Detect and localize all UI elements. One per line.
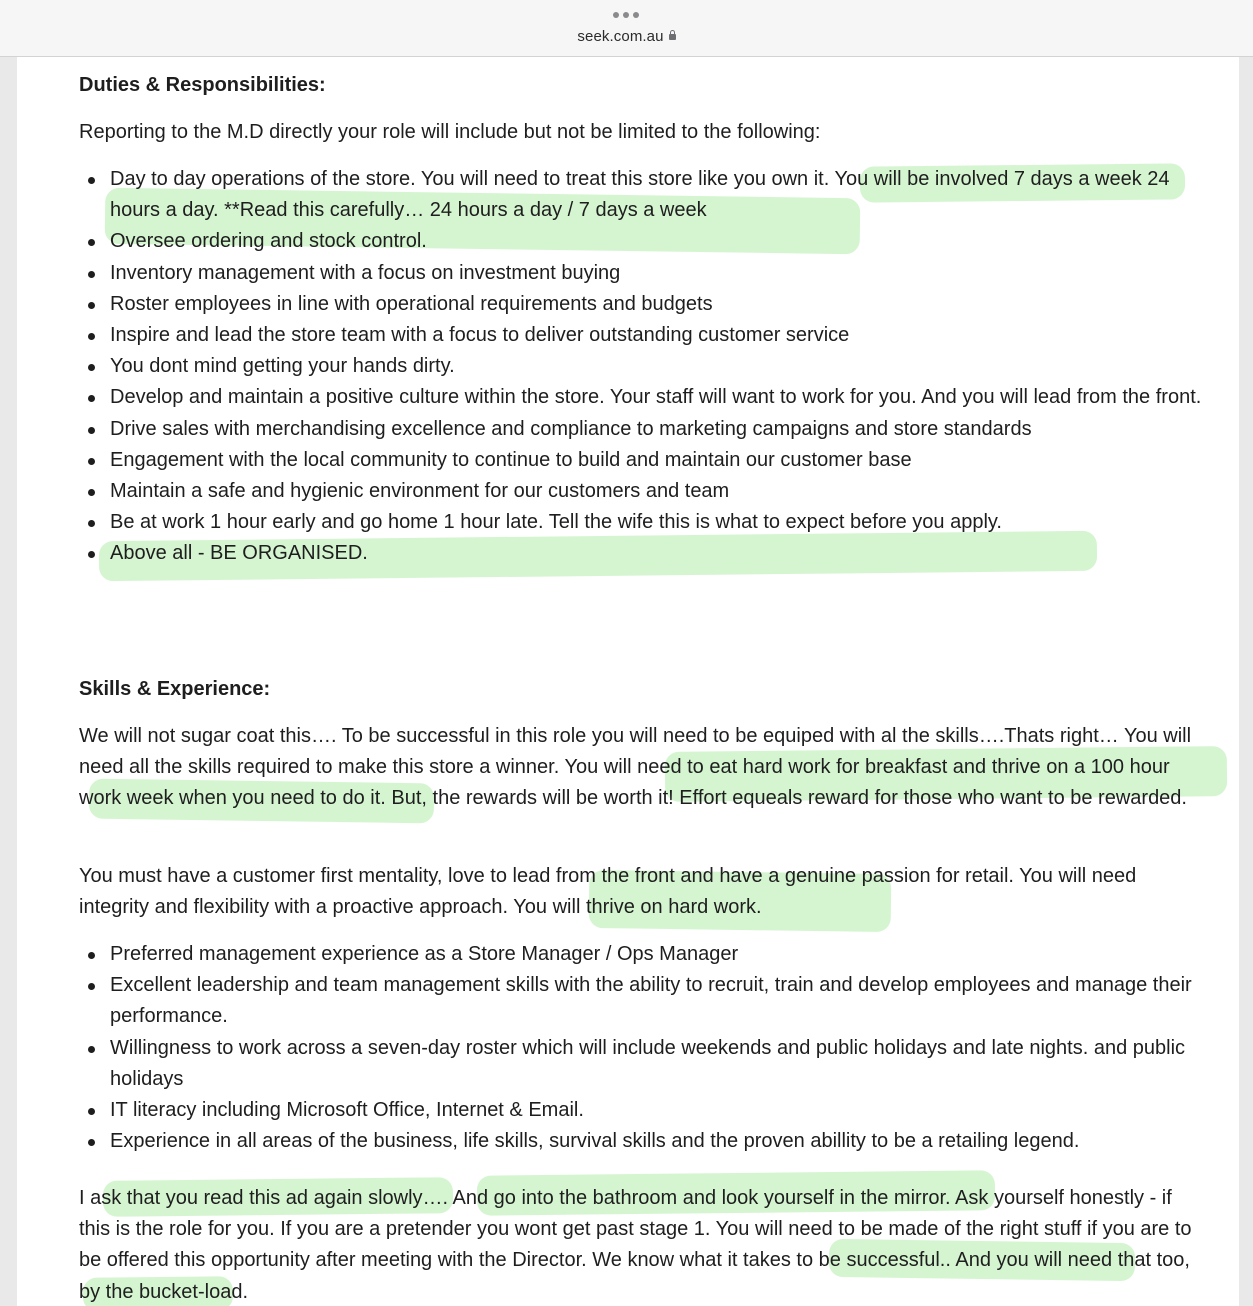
list-item: Oversee ordering and stock control. <box>79 226 1204 257</box>
list-item: Willingness to work across a seven-day roster which will include weekends and public holidays and late nights. and public holidays <box>79 1033 1204 1095</box>
list-item: Maintain a safe and hygienic environment for our customers and team <box>79 476 1204 507</box>
list-item: Roster employees in line with operational requirements and budgets <box>79 289 1204 320</box>
list-item: Experience in all areas of the business, life skills, survival skills and the proven abillity to be a retailing legend. <box>79 1126 1204 1157</box>
closing-paragraph: I ask that you read this ad again slowly…. And go into the bathroom and look yourself in the mirror. Ask yourself honestly - if this is the role for you. If you are a pretender you wont get past stage 1. You will need to be made of the right stuff if you are to be offered this opportunity after meeting with the Director. We know what it takes to be successful.. And you will need that too, by the bucket-load. <box>79 1187 1192 1303</box>
list-item: Develop and maintain a positive culture within the store. Your staff will want to work for you. And you will lead from the front. <box>79 382 1204 413</box>
list-item: Day to day operations of the store. You will need to treat this store like you own it. You will be involved 7 days a week 24 hours a day. **Read this carefully… 24 hours a day / 7 days a week <box>79 164 1204 226</box>
duties-list <box>79 164 1204 570</box>
url-text: seek.com.au <box>577 28 664 45</box>
list-item: Inspire and lead the store team with a focus to deliver outstanding customer service <box>79 320 1204 351</box>
list-item: Be at work 1 hour early and go home 1 hour late. Tell the wife this is what to expect before you apply. <box>79 507 1204 538</box>
address-bar[interactable] <box>0 28 1253 45</box>
lock-icon <box>669 34 676 40</box>
browser-top-bar <box>0 0 1253 57</box>
skills-heading: Skills & Experience: <box>79 678 271 700</box>
duties-intro: Reporting to the M.D directly your role will include but not be limited to the following: <box>79 121 821 143</box>
list-item: You dont mind getting your hands dirty. <box>79 351 1204 382</box>
list-item: Above all - BE ORGANISED. <box>79 538 1204 569</box>
list-item: IT literacy including Microsoft Office, Internet & Email. <box>79 1095 1204 1126</box>
list-item: Drive sales with merchandising excellence and compliance to marketing campaigns and store standards <box>79 414 1204 445</box>
list-item: Excellent leadership and team management skills with the ability to recruit, train and develop employees and manage their performance. <box>79 970 1204 1032</box>
list-item: Preferred management experience as a Store Manager / Ops Manager <box>79 939 1204 970</box>
duties-heading: Duties & Responsibilities: <box>79 74 326 96</box>
skills-paragraph-2: You must have a customer first mentality, love to lead from the front and have a genuine passion for retail. You will need integrity and flexibility with a proactive approach. You will thrive on hard work. <box>79 865 1137 919</box>
job-ad-page <box>17 57 1239 1306</box>
list-item: Engagement with the local community to continue to build and maintain our customer base <box>79 445 1204 476</box>
skills-paragraph-1: We will not sugar coat this…. To be successful in this role you will need to be equiped with al the skills….Thats right… You will need all the skills required to make this store a winner. You will need to eat hard work for breakfast and thrive on a 100 hour work week when you need to do it. But, the rewards will be worth it! Effort equeals reward for those who want to be rewarded. <box>79 725 1192 810</box>
skills-list <box>79 939 1204 1157</box>
more-icon[interactable] <box>613 12 643 20</box>
list-item: Inventory management with a focus on investment buying <box>79 258 1204 289</box>
